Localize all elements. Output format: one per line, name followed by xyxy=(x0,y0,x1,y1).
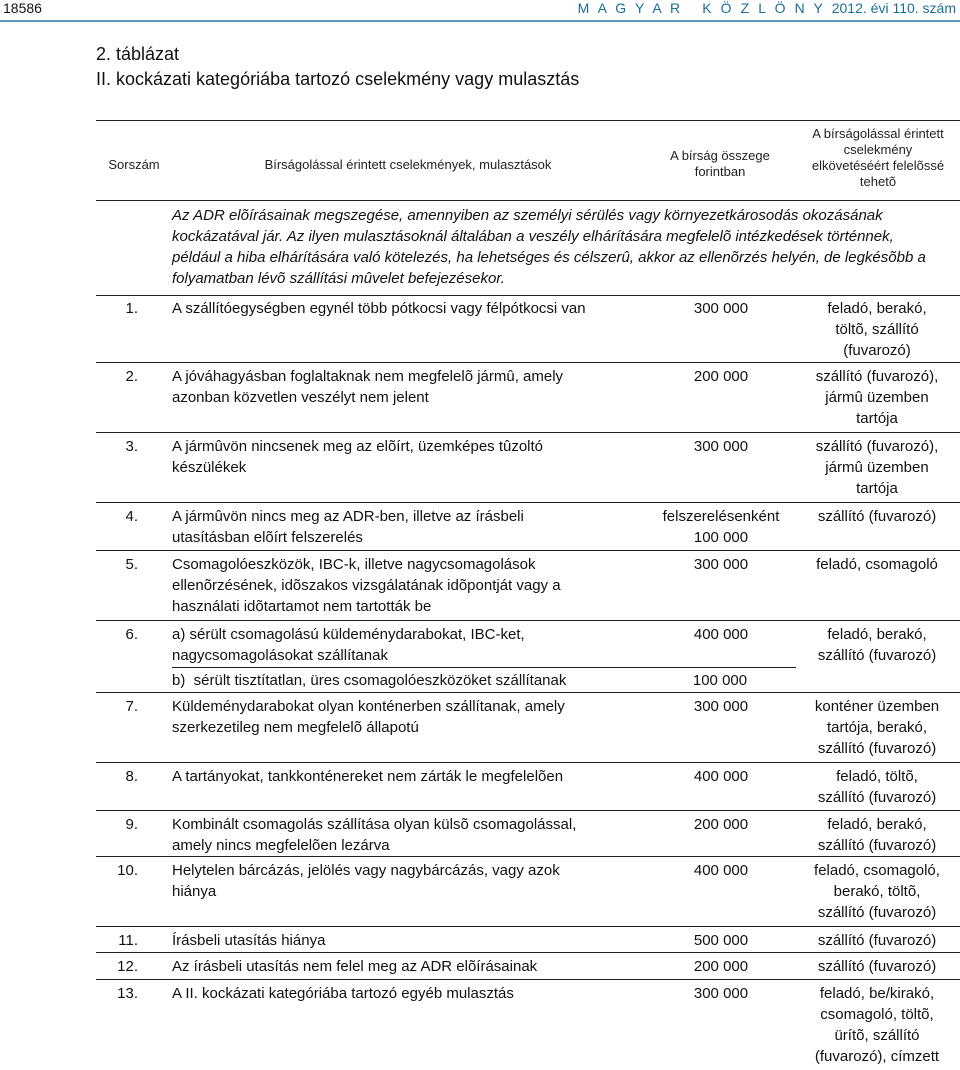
col-header-responsible-line: elkövetéséért felelõssé xyxy=(811,158,945,173)
row-number: 8. xyxy=(125,768,138,785)
row-amount-line: 400 000 xyxy=(693,626,749,643)
row-description xyxy=(172,696,644,738)
row-responsible-line: feladó, be/kirakó, xyxy=(819,985,935,1002)
row-amount xyxy=(640,983,802,1004)
row-amount xyxy=(640,506,802,548)
row-responsible-line: berakó, töltõ, xyxy=(833,883,921,900)
row-responsible xyxy=(796,860,958,923)
row-responsible-line: feladó, berakó, xyxy=(827,816,927,833)
row-description xyxy=(172,624,644,666)
header-rule xyxy=(0,20,960,22)
row-rule xyxy=(96,762,960,763)
row-responsible-line: feladó, csomagoló, xyxy=(814,862,940,879)
row-amount-line: 300 000 xyxy=(693,556,749,573)
row-description-line: A II. kockázati kategóriába tartozó egyéb mulasztás xyxy=(172,985,514,1002)
col-header-amount-line: A bírság összege xyxy=(670,148,770,163)
row-description-line: ellenõrzésének, idõszakos vizsgálatának idõpontját vagy a xyxy=(172,577,561,594)
row-description xyxy=(172,366,644,408)
table-title: 2. táblázat xyxy=(96,44,180,64)
row-rule xyxy=(96,620,960,621)
row-responsible-line: feladó, berakó, xyxy=(827,300,927,317)
row-number: 6. xyxy=(125,626,138,643)
journal-issue: 2012. évi 110. szám xyxy=(831,0,956,16)
row-responsible xyxy=(796,506,958,527)
row-responsible-line: (fuvarozó) xyxy=(843,342,911,359)
row-amount-line: 200 000 xyxy=(693,368,749,385)
row-amount-line: felszerelésenként xyxy=(662,508,780,525)
row-amount xyxy=(640,814,802,835)
row-responsible-line: (fuvarozó), címzett xyxy=(814,1048,940,1065)
row-rule xyxy=(96,926,960,927)
row-description-line: A jármûvön nincs meg az ADR-ben, illetve az írásbeli xyxy=(172,508,524,525)
col-header-responsible-line: tehetõ xyxy=(859,174,897,189)
intro-bottom-rule xyxy=(96,295,960,296)
row-number: 12. xyxy=(117,958,138,975)
row-description-line: a) sérült csomagolású küldeménydarabokat, IBC-ket, xyxy=(172,626,525,643)
row-responsible-line: tartója xyxy=(856,410,898,427)
row-responsible-line: jármû üzemben xyxy=(825,389,929,406)
row-description-line: A jármûvön nincsenek meg az elõírt, üzemképes tûzoltó xyxy=(172,438,544,455)
row-amount xyxy=(640,624,802,645)
col-header-amount-line: forintban xyxy=(694,164,746,179)
row-responsible-line: szállító (fuvarozó) xyxy=(817,904,937,921)
row-number: 3. xyxy=(125,438,138,455)
row-rule xyxy=(96,362,960,363)
row-description-line: nagycsomagolásokat szállítanak xyxy=(172,647,388,664)
row-number: 10. xyxy=(117,862,138,879)
row-description-line: Csomagolóeszközök, IBC-k, illetve nagycsomagolások xyxy=(172,556,536,573)
row-number: 9. xyxy=(125,816,138,833)
row-amount xyxy=(640,366,802,387)
row-responsible xyxy=(796,930,958,951)
row-description-line: hiánya xyxy=(172,883,217,900)
row-responsible-line: jármû üzemben xyxy=(825,459,929,476)
row-responsible-line: feladó, berakó, xyxy=(827,626,927,643)
row-description-line: Az írásbeli utasítás nem felel meg az ADR elõírásainak xyxy=(172,958,538,975)
row-amount-line: 200 000 xyxy=(693,958,749,975)
row-responsible xyxy=(796,436,958,499)
row-description xyxy=(172,983,644,1004)
row-description xyxy=(172,766,644,787)
sub-row-rule xyxy=(172,667,796,668)
row-amount xyxy=(640,766,802,787)
table-top-rule xyxy=(96,120,960,121)
row-description-line: utasításban elõírt felszerelés xyxy=(172,529,363,546)
row-responsible-line: feladó, csomagoló xyxy=(816,556,938,573)
row-amount xyxy=(640,436,802,457)
header-bottom-rule xyxy=(96,200,960,201)
row-responsible xyxy=(796,814,958,856)
row-description-line: készülékek xyxy=(172,459,247,476)
row-responsible-line: szállító (fuvarozó), xyxy=(815,438,939,455)
row-description xyxy=(172,554,644,617)
row-rule xyxy=(96,692,960,693)
row-responsible-line: konténer üzemben xyxy=(814,698,940,715)
row-sub-description: b) sérült tisztítatlan, üres csomagolóeszközöket szállítanak xyxy=(172,672,567,689)
row-description-line: Kombinált csomagolás szállítása olyan külsõ csomagolással, xyxy=(172,816,577,833)
row-responsible-line: szállító (fuvarozó) xyxy=(817,932,937,949)
journal-title xyxy=(578,1,956,15)
row-responsible-line: szállító (fuvarozó) xyxy=(817,789,937,806)
row-amount-line: 300 000 xyxy=(693,438,749,455)
row-amount-line: 400 000 xyxy=(693,862,749,879)
row-responsible-line: csomagoló, töltõ, xyxy=(820,1006,934,1023)
row-responsible-line: szállító (fuvarozó) xyxy=(817,647,937,664)
page-number: 18586 xyxy=(3,0,42,16)
row-responsible xyxy=(796,983,958,1067)
row-rule xyxy=(96,550,960,551)
row-responsible-line: szállító (fuvarozó) xyxy=(817,958,937,975)
page-header xyxy=(0,0,960,22)
row-amount xyxy=(640,860,802,881)
intro-line: például a hiba elhárítására való kötelezés, ha lehetséges és célszerû, akkor az ellenõrzés helyén, de legkésõbb a xyxy=(172,249,926,266)
row-description-line: használati idõtartamot nem tartották be xyxy=(172,598,432,615)
row-responsible-line: szállító (fuvarozó), xyxy=(815,368,939,385)
row-description-line: amely nincs megfelelõen lezárva xyxy=(172,837,390,854)
row-number: 11. xyxy=(118,932,138,949)
row-responsible xyxy=(796,554,958,575)
col-header-responsible-line: cselekmény xyxy=(843,142,913,157)
row-amount xyxy=(640,696,802,717)
row-rule xyxy=(96,502,960,503)
row-rule xyxy=(96,432,960,433)
journal-name: M A G Y A R K Ö Z L Ö N Y xyxy=(577,0,826,16)
row-description xyxy=(172,436,644,478)
row-responsible xyxy=(796,956,958,977)
intro-line: kockázatával jár. Az ilyen mulasztásoknál általában a veszély elhárítására megfelelõ intézkedések történnek, xyxy=(172,228,894,245)
row-amount-line: 300 000 xyxy=(693,985,749,1002)
row-amount-line: 200 000 xyxy=(693,816,749,833)
row-amount-line: 100 000 xyxy=(693,529,749,546)
row-number: 2. xyxy=(125,368,138,385)
row-sub-amount: 100 000 xyxy=(692,672,748,689)
row-responsible xyxy=(796,366,958,429)
col-header-amount xyxy=(644,148,796,180)
row-description xyxy=(172,860,644,902)
row-responsible-line: feladó, töltõ, xyxy=(836,768,918,785)
row-responsible xyxy=(796,766,958,808)
category-intro xyxy=(172,205,958,289)
row-description-line: A tartányokat, tankkonténereket nem zárták le megfelelõen xyxy=(172,768,564,785)
row-amount xyxy=(640,930,802,951)
row-rule xyxy=(96,979,960,980)
col-header-serial: Sorszám xyxy=(108,157,160,172)
row-amount-line: 500 000 xyxy=(693,932,749,949)
row-description xyxy=(172,298,644,319)
row-responsible-line: szállító (fuvarozó) xyxy=(817,508,937,525)
row-description-line: szerkezetileg nem megfelelõ állapotú xyxy=(172,719,419,736)
row-description xyxy=(172,506,644,548)
row-responsible xyxy=(796,298,958,361)
row-responsible-line: tartója xyxy=(856,480,898,497)
row-responsible-line: szállító (fuvarozó) xyxy=(817,837,937,854)
row-responsible xyxy=(796,624,958,666)
intro-line: folyamatban lévõ szállítási mûvelet befejezésekor. xyxy=(172,270,505,287)
row-rule xyxy=(96,952,960,953)
row-responsible-line: szállító (fuvarozó) xyxy=(817,740,937,757)
col-header-responsible-line: A bírságolással érintett xyxy=(812,126,944,141)
row-responsible xyxy=(796,696,958,759)
row-number: 4. xyxy=(125,508,138,525)
row-amount-line: 400 000 xyxy=(693,768,749,785)
row-amount xyxy=(640,554,802,575)
row-amount xyxy=(640,298,802,319)
row-description-line: A szállítóegységben egynél több pótkocsi vagy félpótkocsi van xyxy=(172,300,586,317)
row-description-line: A jóváhagyásban foglaltaknak nem megfelelõ jármû, amely xyxy=(172,368,564,385)
row-description-line: azonban közvetlen veszélyt nem jelent xyxy=(172,389,429,406)
row-amount-line: 300 000 xyxy=(693,300,749,317)
row-amount xyxy=(640,956,802,977)
row-rule xyxy=(96,856,960,857)
row-amount-line: 300 000 xyxy=(693,698,749,715)
col-header-responsible xyxy=(796,126,960,190)
row-number: 13. xyxy=(117,985,138,1002)
row-number: 1. xyxy=(125,300,138,317)
row-description-line: Írásbeli utasítás hiánya xyxy=(172,932,326,949)
row-description xyxy=(172,956,644,977)
row-description-line: Küldeménydarabokat olyan konténerben szállítanak, amely xyxy=(172,698,565,715)
row-responsible-line: tartója, berakó, xyxy=(826,719,928,736)
col-header-acts: Bírságolással érintett cselekmények, mulasztások xyxy=(264,157,552,172)
table-subtitle: II. kockázati kategóriába tartozó cselekmény vagy mulasztás xyxy=(96,69,580,89)
row-number: 5. xyxy=(125,556,138,573)
row-description xyxy=(172,814,644,856)
row-description-line: Helytelen bárcázás, jelölés vagy nagybárcázás, vagy azok xyxy=(172,862,560,879)
row-responsible-line: ürítõ, szállító xyxy=(834,1027,920,1044)
intro-line: Az ADR elõírásainak megszegése, amennyiben az személyi sérülés vagy környezetkárosodás okozásának xyxy=(172,207,883,224)
row-description xyxy=(172,930,644,951)
row-rule xyxy=(96,810,960,811)
row-responsible-line: töltõ, szállító xyxy=(835,321,919,338)
row-number: 7. xyxy=(125,698,138,715)
